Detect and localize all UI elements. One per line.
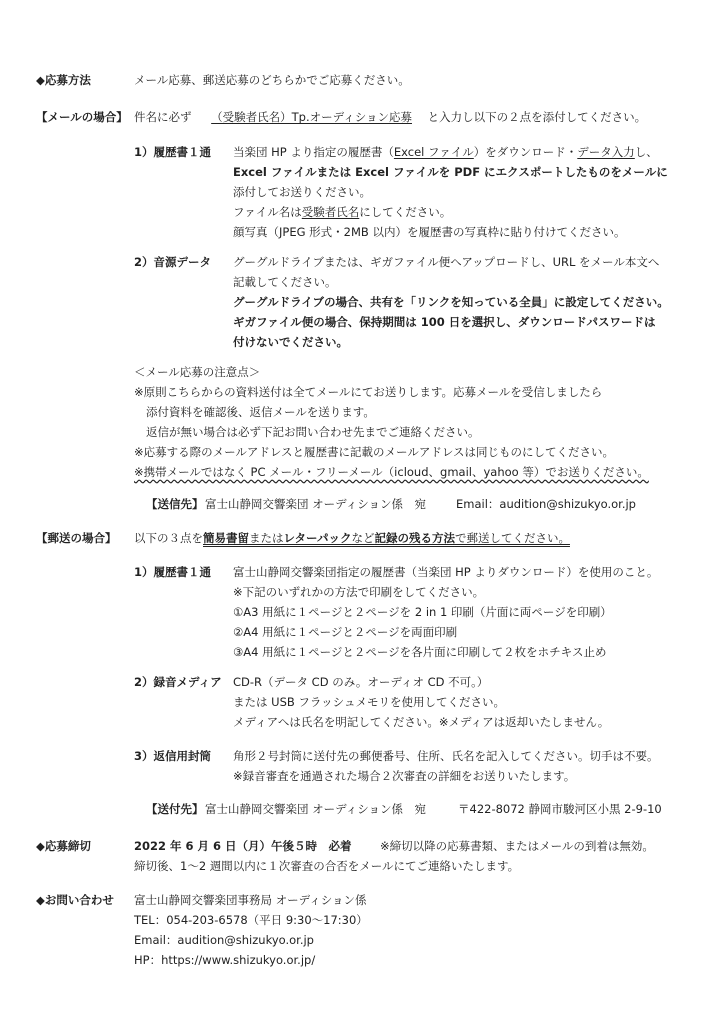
mail-registered-mail: 簡易書留 bbox=[203, 531, 249, 545]
resume-text-a: 当楽団 HP より指定の履歴書（ bbox=[233, 145, 394, 159]
envelope-line-2: ※録音審査を通過された場合２次審査の詳細をお送りいたします。 bbox=[233, 769, 576, 783]
contact-email: Email：audition@shizukyo.or.jp bbox=[134, 933, 314, 947]
mail-intro-a: 以下の３点を bbox=[134, 531, 203, 545]
mail-tracked-method: 記録の残る方法 bbox=[374, 531, 455, 545]
subject-pre: 件名に必ず bbox=[134, 110, 192, 124]
filename-text-c: にしてください。 bbox=[359, 205, 452, 219]
email-resume-line-3: 添付してお送りください。 bbox=[233, 185, 371, 199]
resume-data-entry: データ入力 bbox=[577, 145, 635, 159]
mail-letterpack: レターパック bbox=[283, 531, 352, 545]
mail-resume-line-1: 富士山静岡交響楽団指定の履歴書（当楽団 HP よりダウンロード）を使用のこと。 bbox=[233, 565, 659, 579]
mail-intro bbox=[134, 528, 570, 548]
deadline-date: 2022 年 6 月 6 日（月）午後５時 必着 bbox=[134, 839, 352, 853]
mail-resume-line-3: ①A3 用紙に１ページと２ページを 2 in 1 印刷（片面に両ページを印刷） bbox=[233, 605, 612, 619]
apply-method-label: ◆応募方法 bbox=[36, 73, 91, 87]
audio-line-1: グーグルドライブまたは、ギガファイル便へアップロードし、URL をメール本文へ bbox=[233, 255, 660, 269]
contact-hp: HP：https://www.shizukyo.or.jp/ bbox=[134, 953, 316, 967]
audio-line-5: 付けないでください。 bbox=[233, 335, 348, 349]
media-title: 2）録音メディア bbox=[134, 675, 222, 689]
audio-line-4: ギガファイル便の場合、保持期間は 100 日を選択し、ダウンロードパスワードは bbox=[233, 315, 656, 329]
resume-text-c: ）をダウンロード・ bbox=[473, 145, 578, 159]
resume-text-e: し、 bbox=[634, 145, 658, 159]
deadline-line-2: 締切後、1～2 週間以内に１次審査の合否をメールにてご連絡いたします。 bbox=[134, 859, 520, 873]
send-to-email: Email：audition@shizukyo.or.jp bbox=[456, 497, 636, 511]
mail-to-label: 【送付先】 bbox=[146, 802, 204, 816]
media-line-2: または USB フラッシュメモリを使用してください。 bbox=[233, 695, 505, 709]
email-resume-line-5: 顔写真（JPEG 形式・2MB 以内）を履歴書の写真枠に貼り付けてください。 bbox=[233, 225, 626, 239]
envelope-line-1: 角形２号封筒に送付先の郵便番号、住所、氏名を記入してください。切手は不要。 bbox=[233, 749, 659, 763]
email-note-3: 返信が無い場合は必ず下記お問い合わせ先までご連絡ください。 bbox=[146, 425, 480, 439]
email-resume-line-2: Excel ファイルまたは Excel ファイルを PDF にエクスポートしたものをメールに bbox=[233, 165, 668, 179]
email-section-label: 【メールの場合】 bbox=[36, 110, 128, 124]
mail-section-label: 【郵送の場合】 bbox=[36, 531, 117, 545]
send-to-org: 富士山静岡交響楽団 オーディション係 宛 bbox=[205, 497, 427, 511]
audio-line-2: 記載してください。 bbox=[233, 275, 337, 289]
media-line-1: CD-R（データ CD のみ。オーディオ CD 不可。） bbox=[233, 675, 489, 689]
mail-intro-c: または bbox=[249, 531, 284, 545]
subject-value: （受験者氏名）Tp.オーディション応募 bbox=[211, 110, 412, 124]
email-note-2: 添付資料を確認後、返信メールを送ります。 bbox=[146, 405, 375, 419]
filename-examinee-name: 受験者氏名 bbox=[301, 205, 360, 219]
audio-line-3: グーグルドライブの場合、共有を「リンクを知っている全員」に設定してください。 bbox=[233, 295, 669, 309]
email-resume-line-4 bbox=[233, 202, 451, 222]
deadline-label: ◆応募締切 bbox=[36, 839, 91, 853]
email-note-4: ※応募する際のメールアドレスと履歴書に記載のメールアドレスは同じものにしてください。 bbox=[134, 445, 614, 459]
email-subject-line bbox=[134, 107, 646, 127]
email-resume-line-1 bbox=[233, 142, 658, 162]
email-notes-title: ＜メール応募の注意点＞ bbox=[134, 365, 261, 379]
email-note-5: ※携帯メールではなく PC メール・フリーメール（icloud、gmail、yahoo 等）でお送りください。 bbox=[134, 465, 649, 479]
mail-resume-line-5: ③A4 用紙に１ページと２ページを各片面に印刷して２枚をホチキス止め bbox=[233, 645, 607, 659]
media-line-3: メディアへは氏名を明記してください。※メディアは返却いたしません。 bbox=[233, 715, 610, 729]
email-note-1: ※原則こちらからの資料送付は全てメールにてお送りします。応募メールを受信しましたら bbox=[134, 385, 603, 399]
resume-excel-file: Excel ファイル bbox=[393, 145, 474, 159]
deadline-note: ※締切以降の応募書類、またはメールの到着は無効。 bbox=[380, 839, 654, 853]
contact-org: 富士山静岡交響楽団事務局 オーディション係 bbox=[134, 893, 367, 907]
contact-tel: TEL：054-203-6578（平日 9:30～17:30） bbox=[134, 913, 368, 927]
mail-resume-title: 1）履歴書１通 bbox=[134, 565, 212, 579]
mail-to-address: 〒422-8072 静岡市駿河区小黒 2-9-10 bbox=[458, 802, 662, 816]
mail-resume-line-4: ②A4 用紙に１ページと２ページを両面印刷 bbox=[233, 625, 458, 639]
contact-label: ◆お問い合わせ bbox=[36, 893, 114, 907]
send-to-label: 【送信先】 bbox=[146, 497, 204, 511]
envelope-title: 3）返信用封筒 bbox=[134, 749, 212, 763]
mail-to-org: 富士山静岡交響楽団 オーディション係 宛 bbox=[205, 802, 427, 816]
mail-resume-line-2: ※下記のいずれかの方法で印刷をしてください。 bbox=[233, 585, 485, 599]
mail-intro-e: など bbox=[351, 531, 375, 545]
email-resume-title: 1）履歴書１通 bbox=[134, 145, 212, 159]
apply-method-text: メール応募、郵送応募のどちらかでご応募ください。 bbox=[134, 73, 410, 87]
audio-data-title: 2）音源データ bbox=[134, 255, 212, 269]
subject-post: と入力し以下の２点を添付してください。 bbox=[427, 110, 647, 124]
mail-intro-g: で郵送してください。 bbox=[454, 531, 570, 545]
filename-text-a: ファイル名は bbox=[233, 205, 302, 219]
